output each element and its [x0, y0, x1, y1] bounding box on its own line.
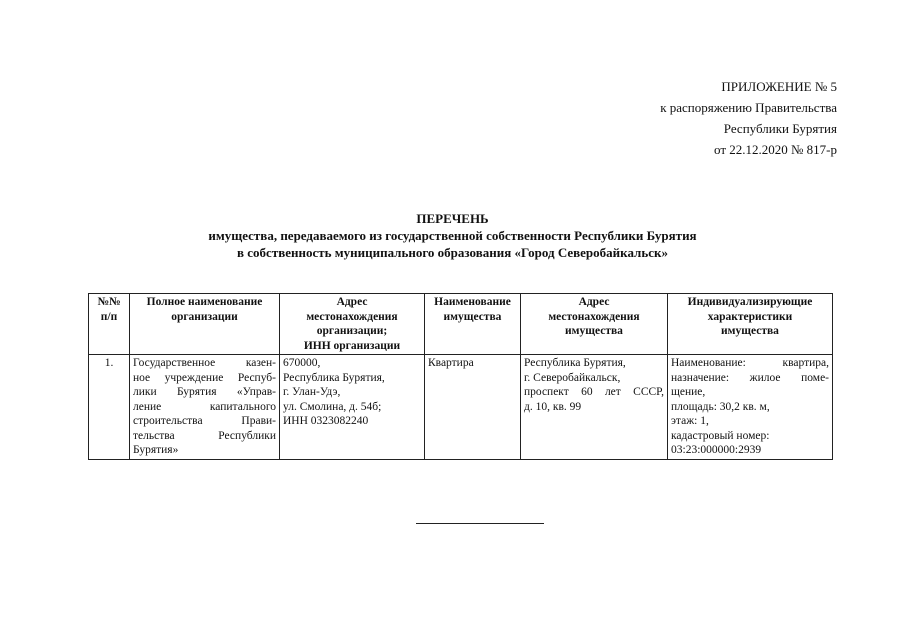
appendix-republic: Республики Бурятия [723, 121, 837, 136]
cell-property-name: Квартира [425, 355, 521, 460]
header-org-address: Адрес местонахождения организации; ИНН организации [280, 294, 425, 355]
title-subtitle-line-1: имущества, передаваемого из государственной собственности Республики Бурятия [208, 228, 697, 243]
closing-rule [416, 523, 544, 524]
header-number: №№ п/п [89, 294, 130, 355]
appendix-order-ref: к распоряжению Правительства [660, 100, 837, 115]
appendix-header [660, 76, 837, 160]
property-table [88, 293, 833, 460]
header-characteristics: Индивидуализирующие характеристики имущества [668, 294, 833, 355]
header-org-name: Полное наименование организации [130, 294, 280, 355]
table-header-row [89, 294, 833, 355]
document-title [0, 210, 905, 261]
title-subtitle-line-2: в собственность муниципального образования «Город Северобайкальск» [237, 245, 668, 260]
cell-property-address: Республика Бурятия, г. Северобайкальск, проспект 60 лет СССР, д. 10, кв. 99 [521, 355, 668, 460]
cell-number: 1. [89, 355, 130, 460]
header-property-address: Адрес местонахождения имущества [521, 294, 668, 355]
cell-characteristics: Наименование: квартира, назначение: жилое поме- щение, площадь: 30,2 кв. м, этаж: 1, кадастровый номер: 03:23:000000:2939 [668, 355, 833, 460]
title-heading: ПЕРЕЧЕНЬ [416, 211, 489, 226]
header-property-name: Наименование имущества [425, 294, 521, 355]
table-row [89, 355, 833, 460]
appendix-number: ПРИЛОЖЕНИЕ № 5 [721, 79, 837, 94]
appendix-date: от 22.12.2020 № 817-р [714, 142, 837, 157]
cell-org-name: Государственное казен- ное учреждение Респуб- лики Бурятия «Управ- ление капитального строительства Прави- тельства Республики Бурятия» [130, 355, 280, 460]
cell-org-address: 670000, Республика Бурятия, г. Улан-Удэ, ул. Смолина, д. 54б; ИНН 0323082240 [280, 355, 425, 460]
